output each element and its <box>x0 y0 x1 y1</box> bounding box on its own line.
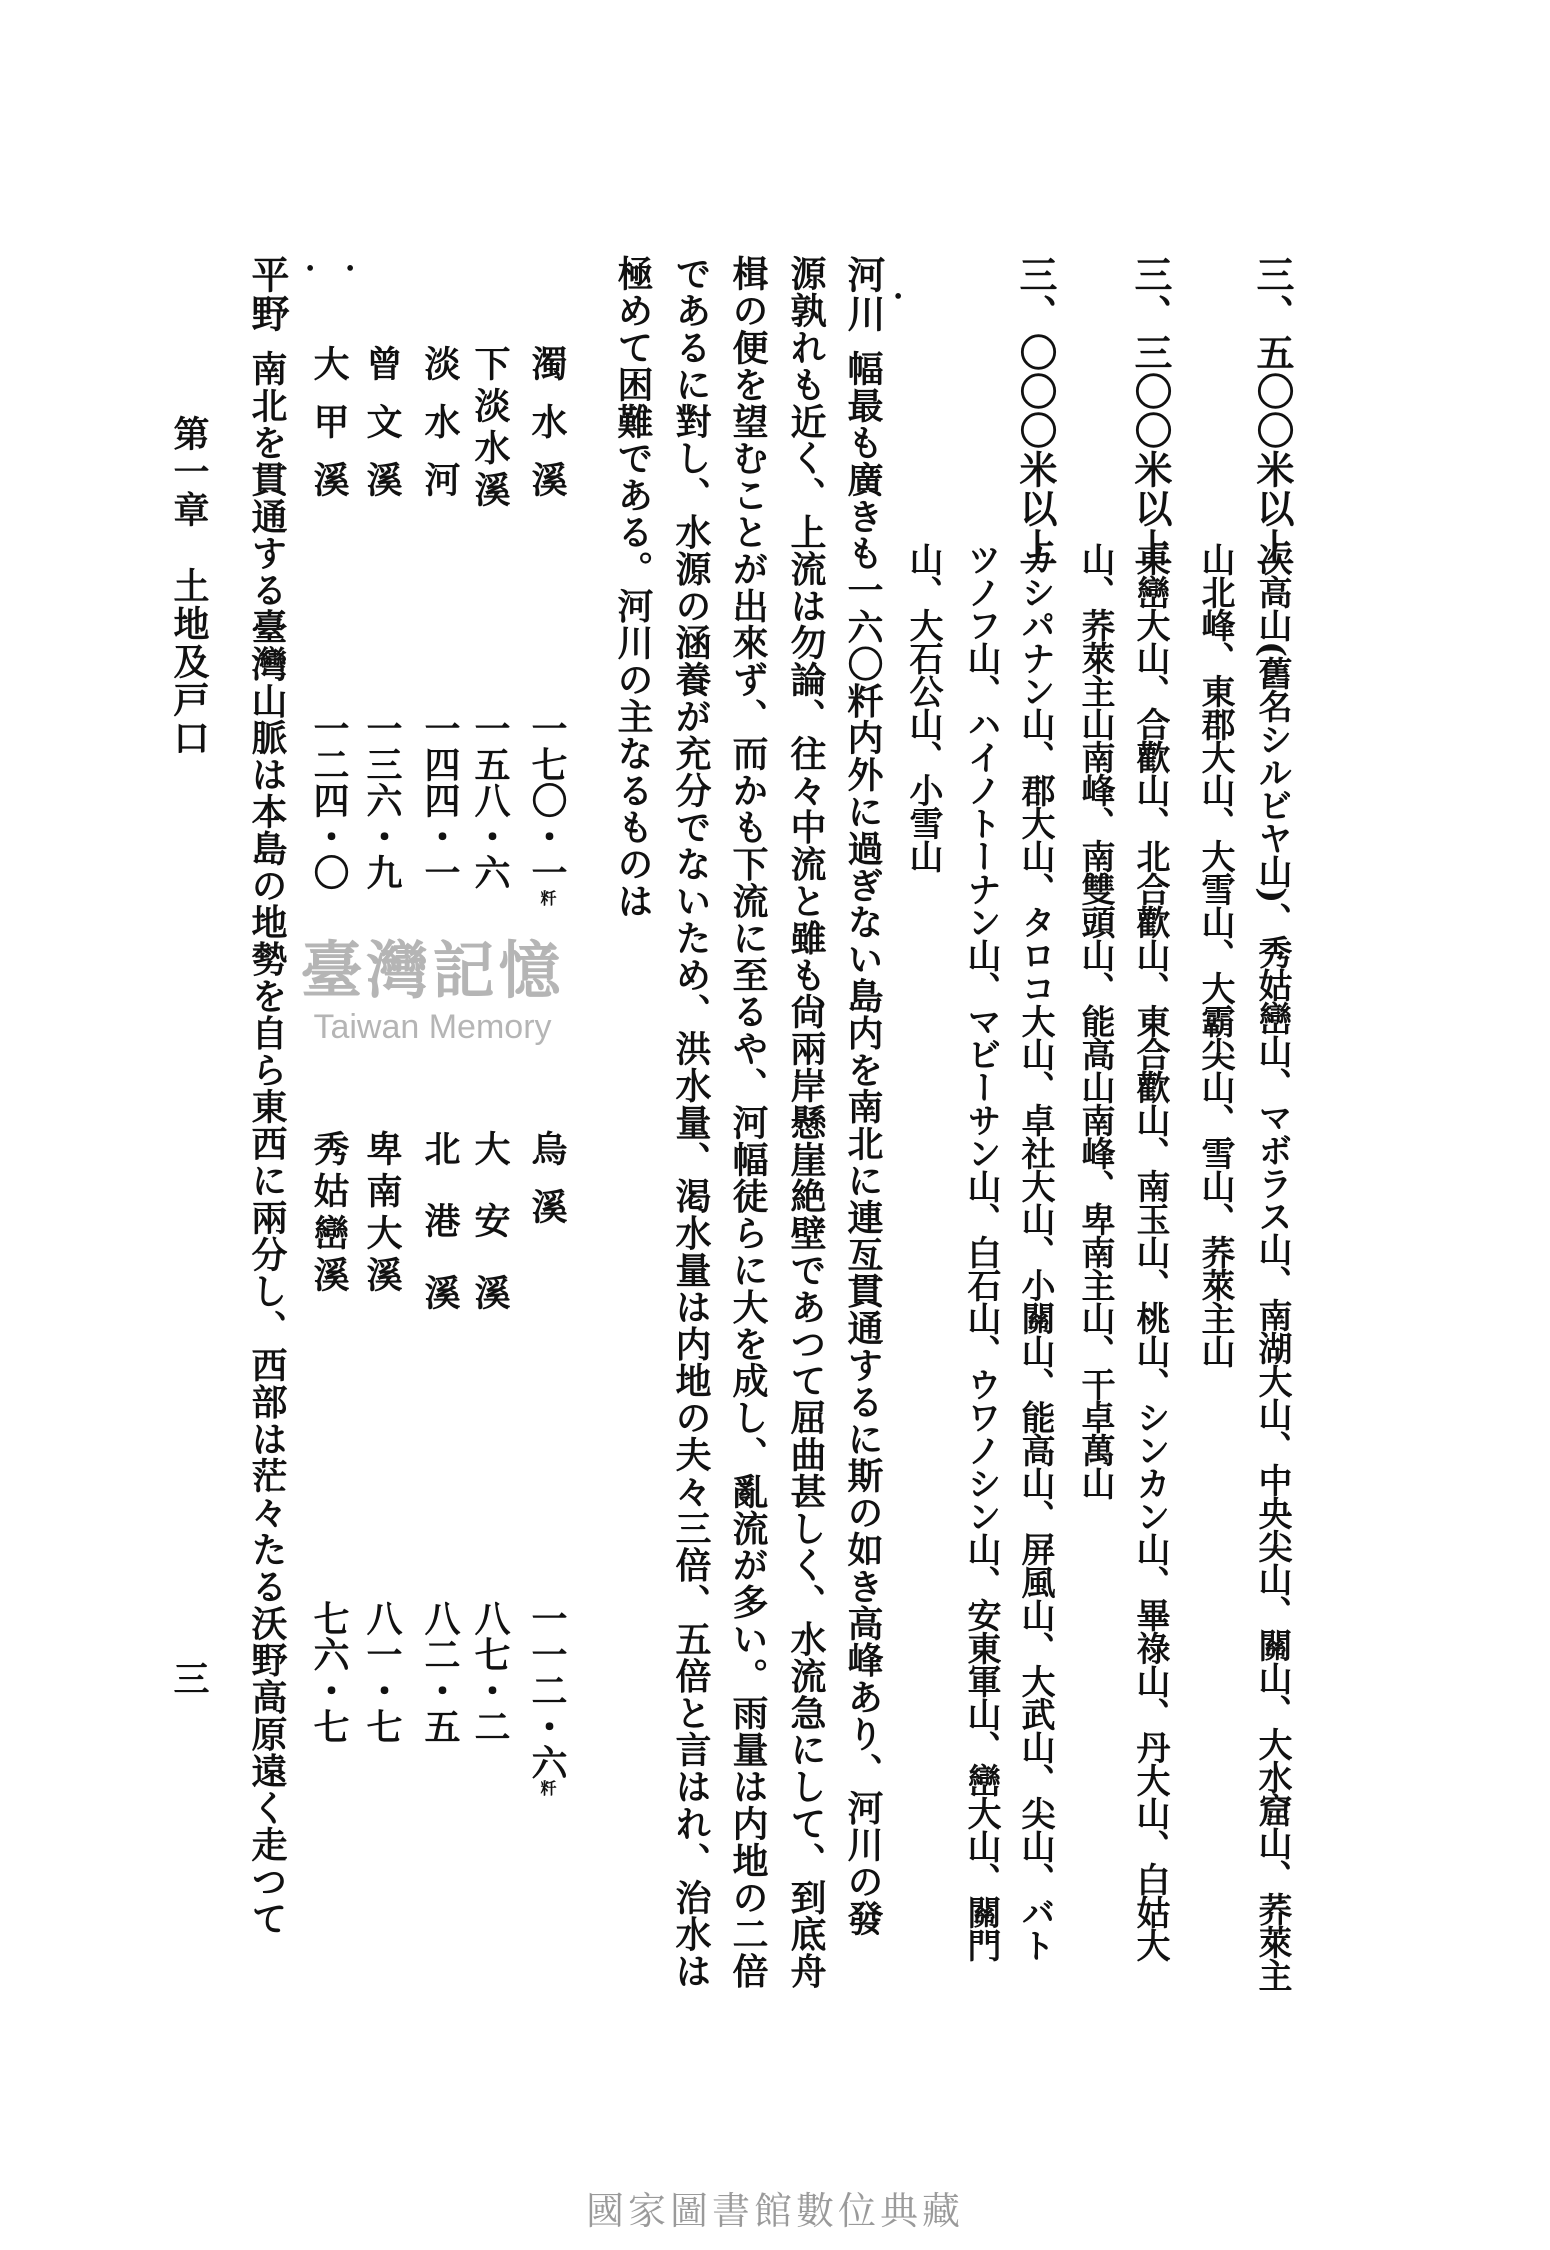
text-line: 源孰れも近く、上流は勿論、往々中流と雖も尙兩岸懸崖絶壁であつて屈曲甚しく、水流急にして、到底舟 <box>785 255 827 1990</box>
river-length: 一四四・一 <box>419 710 461 890</box>
emphasis-dots: • • <box>298 262 362 274</box>
river-length: 一五八・六 <box>469 710 511 890</box>
heading-3300m: 三、三〇〇米以上 <box>1128 255 1173 567</box>
text-line: 山、大石公山、小雪山 <box>903 542 943 872</box>
text-line: 南北を貫通する臺灣山脈は本島の地勢を自ら東西に兩分し、西部は茫々たる沃野高原遠く走つて <box>246 350 288 1937</box>
text-line: ツノフ山、ハイノトーナン山、マビーサン山、白石山、ウワノシン山、安東軍山、巒大山、關門 <box>961 542 1001 1961</box>
river-length-value: 一一二・六 <box>526 1600 568 1780</box>
chapter-title: 第一章 土地及戸口 <box>168 415 210 757</box>
river-length <box>523 1600 567 1796</box>
river-name: 卑南大溪 <box>361 1130 403 1298</box>
text-line: であるに對し、水源の涵養が充分でないため、洪水量、渇水量は内地の夫々三倍、五倍と言はれ、治水は <box>670 255 712 1990</box>
heading-3000m: 三、〇〇〇米以上 <box>1013 255 1058 567</box>
archive-footer: 國家圖書館數位典藏 <box>585 2189 964 2233</box>
text-line: カシパナン山、郡大山、タロコ大山、卓社大山、小關山、能高山、屏風山、大武山、尖山、バト <box>1015 542 1055 1961</box>
river-length: 八二・五 <box>419 1600 461 1744</box>
river-name: 北港溪 <box>419 1130 461 1346</box>
river-name: 濁水溪 <box>526 345 568 519</box>
river-name: 大安溪 <box>469 1130 511 1346</box>
text-line: 東巒大山、合歡山、北合歡山、東合歡山、南玉山、桃山、シンカン山、畢祿山、丹大山、白姑大 <box>1130 542 1170 1961</box>
watermark-text: 臺灣記憶 <box>300 934 565 1007</box>
river-name: 下淡水溪 <box>469 345 511 513</box>
river-length: 一三六・九 <box>361 710 403 890</box>
page-number: 三 <box>168 1660 210 1697</box>
river-length: 八一・七 <box>361 1600 403 1744</box>
emphasis-dots: • <box>886 290 910 302</box>
river-length: 八七・二 <box>469 1600 511 1744</box>
river-length-value: 一七〇・一 <box>526 710 568 890</box>
heading-plains: 平野 <box>245 255 290 333</box>
river-name: 淡水河 <box>419 345 461 519</box>
river-name: 大甲溪 <box>308 345 350 519</box>
text-line: 次高山(舊名シルビヤ山)、秀姑巒山、マボラス山、南湖大山、中央尖山、關山、大水窟山、荞萊主 <box>1252 542 1292 1992</box>
river-length <box>523 710 567 906</box>
river-length: 一二四・〇 <box>308 710 350 890</box>
text-line: 楫の便を望むことが出來ず、而かも下流に至るや、河幅徒らに大を成し、亂流が多い。雨量は内地の二倍 <box>727 255 769 1990</box>
watermark-logo <box>300 935 565 1047</box>
text-line: 極めて困難である。河川の主なるものは <box>612 255 654 920</box>
river-name: 烏溪 <box>526 1130 568 1246</box>
text-line: 山北峰、東郡大山、大雪山、大霸尖山、雪山、荞萊主山 <box>1195 542 1235 1367</box>
text-line: 山、荞萊主山南峰、南雙頭山、能高山南峰、卑南主山、干卓萬山 <box>1075 542 1115 1499</box>
unit-label: 粁 <box>538 1780 557 1796</box>
text-line: 幅最も廣きも一六〇粁内外に過ぎない島内を南北に連亙貫通するに斯の如き高峰あり、河川の發 <box>842 350 884 1937</box>
river-length: 七六・七 <box>308 1600 350 1744</box>
river-name: 曾文溪 <box>361 345 403 519</box>
watermark-subtext: Taiwan Memory <box>313 1008 552 1046</box>
unit-label: 粁 <box>538 890 557 906</box>
heading-rivers: 河川 <box>841 255 886 333</box>
river-name: 秀姑巒溪 <box>308 1130 350 1298</box>
heading-3500m: 三、五〇〇米以上 <box>1250 255 1295 567</box>
